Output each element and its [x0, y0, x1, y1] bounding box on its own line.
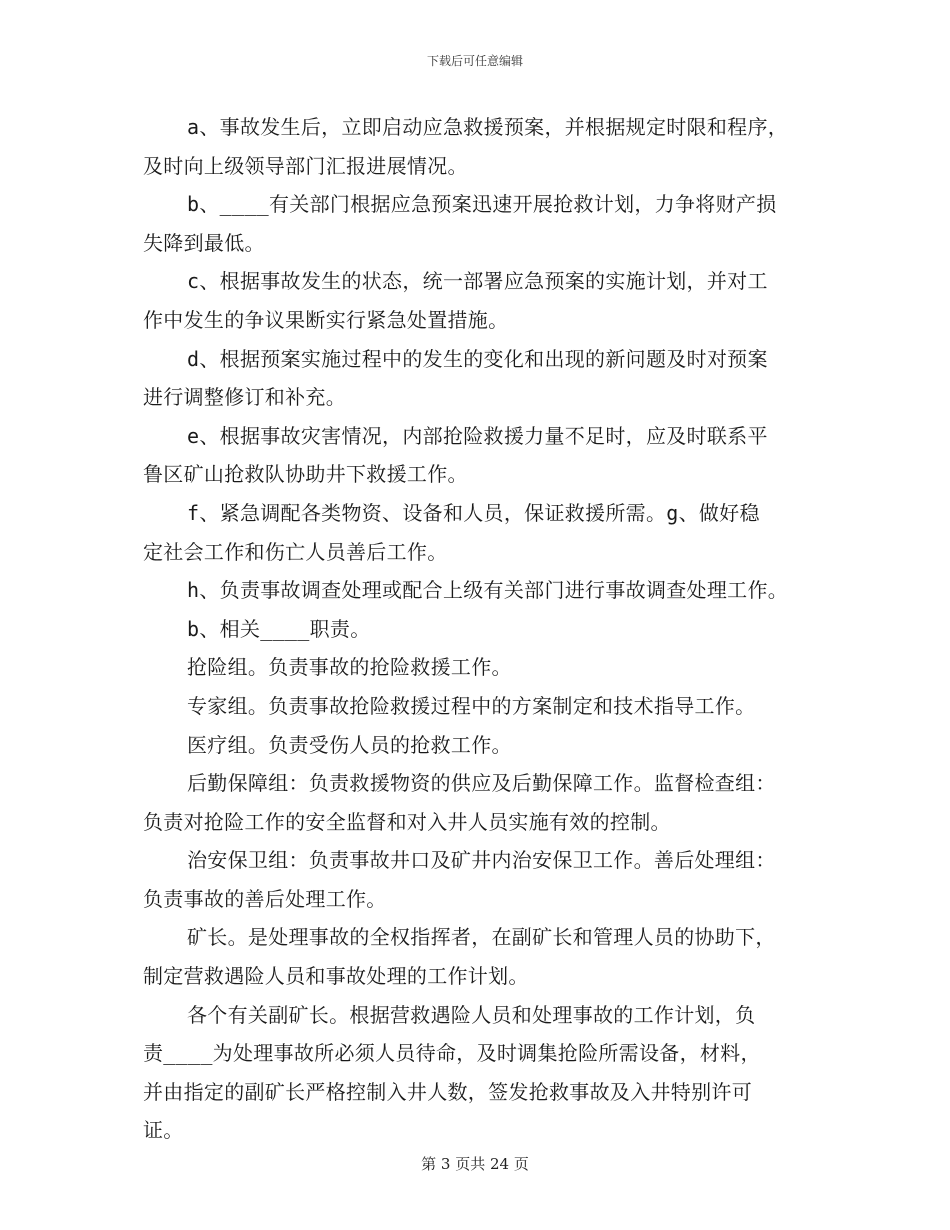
- text-line: 责____为处理事故所必须人员待命，及时调集抢险所需设备，材料，: [143, 1041, 761, 1066]
- text-line: 负责事故的善后处理工作。: [143, 886, 387, 911]
- text-line: 制定营救遇险人员和事故处理的工作计划。: [143, 964, 529, 989]
- text-line: e、根据事故灾害情况，内部抢险救援力量不足时，应及时联系平: [187, 423, 768, 448]
- text-line: a、事故发生后，立即启动应急救援预案，并根据规定时限和程序，: [187, 115, 789, 139]
- page-header: 下载后可任意编辑: [426, 54, 523, 68]
- text-line: 及时向上级领导部门汇报进展情况。: [143, 153, 468, 178]
- text-line: 抢险组。负责事故的抢险救援工作。: [187, 655, 512, 680]
- text-line: 专家组。负责事故抢险救援过程中的方案制定和技术指导工作。: [187, 693, 756, 718]
- text-line: c、根据事故发生的状态，统一部署应急预案的实施计划，并对工: [187, 269, 768, 294]
- text-line: 矿长。是处理事故的全权指挥者，在副矿长和管理人员的协助下，: [187, 925, 776, 950]
- text-line: 失降到最低。: [143, 230, 265, 255]
- text-line: b、相关____职责。: [187, 616, 371, 641]
- text-line: 定社会工作和伤亡人员善后工作。: [143, 539, 448, 564]
- text-line: h、负责事故调查处理或配合上级有关部门进行事故调查处理工作。: [187, 578, 789, 603]
- text-line: b、____有关部门根据应急预案迅速开展抢救计划，力争将财产损: [187, 192, 777, 217]
- page-footer: 第 3 页共 24 页: [421, 1155, 529, 1173]
- text-line: 证。: [143, 1118, 184, 1143]
- text-line: 负责对抢险工作的安全监督和对入井人员实施有效的控制。: [143, 809, 671, 834]
- text-line: 后勤保障组：负责救援物资的供应及后勤保障工作。监督检查组：: [187, 771, 776, 796]
- text-line: 各个有关副矿长。根据营救遇险人员和处理事故的工作计划，负: [187, 1002, 756, 1027]
- document-body: [143, 108, 815, 1150]
- text-line: 进行调整修订和补充。: [143, 385, 346, 410]
- text-line: 医疗组。负责受伤人员的抢救工作。: [187, 732, 512, 757]
- text-line: d、根据预案实施过程中的发生的变化和出现的新问题及时对预案: [187, 346, 768, 371]
- text-line: f、紧急调配各类物资、设备和人员，保证救援所需。g、做好稳: [187, 500, 760, 525]
- text-line: 治安保卫组：负责事故井口及矿井内治安保卫工作。善后处理组：: [187, 848, 776, 873]
- text-line: 作中发生的争议果断实行紧急处置措施。: [143, 307, 509, 332]
- text-line: 并由指定的副矿长严格控制入井人数，签发抢救事故及入井特别许可: [143, 1079, 752, 1104]
- text-line: 鲁区矿山抢救队协助井下救援工作。: [143, 462, 468, 487]
